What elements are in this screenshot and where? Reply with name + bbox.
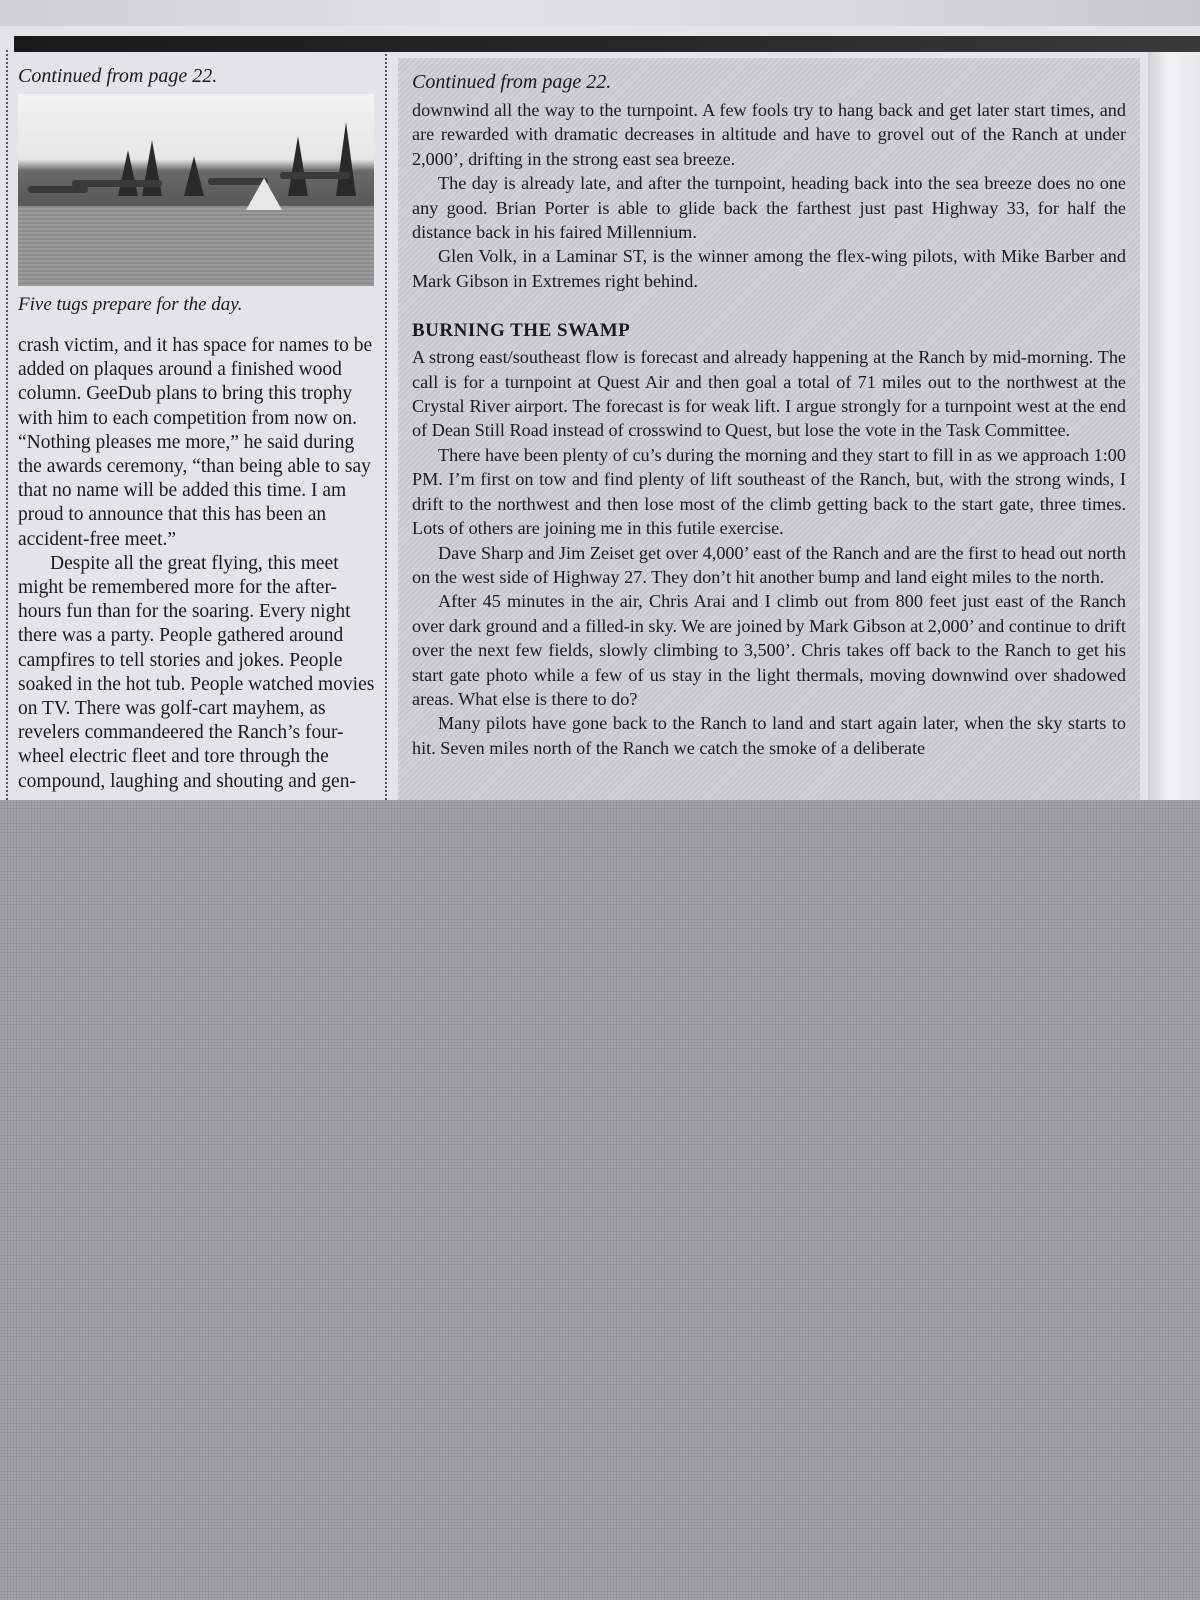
glider-sail	[246, 178, 282, 210]
right-paragraph: There have been plenty of cu’s during the morning and they start to fill in as we approach 1:00 PM. I’m first on tow and find plenty of lift southeast of the Ranch, but, with the strong winds, I drift to the northwest and then lose most of the climb getting back to the start gate, three times. Lots of others are joining me in this futile exercise.	[412, 444, 1126, 539]
photo-caption: Five tugs prepare for the day.	[18, 294, 243, 315]
dotted-rule-left	[6, 50, 8, 800]
dotted-rule-middle	[385, 50, 387, 800]
right-paragraph: The day is already late, and after the turnpoint, heading back into the sea breeze does no one any good. Brian Porter is able to glide back the farthest just past Highway 33, for half the distance back in his faired Millennium.	[412, 173, 1126, 243]
right-paragraph: downwind all the way to the turnpoint. A few fools try to hang back and get later start times, and are rewarded with dramatic decreases in altitude and have to grovel out of the Ranch at under 2,000’, drifting in the strong east sea breeze.	[412, 100, 1126, 169]
continued-note: Continued from page 22.	[18, 65, 218, 87]
page-gutter	[1148, 50, 1200, 800]
left-paragraph: Despite all the great flying, this meet might be remembered more for the after-hours fun than for the soaring. Every night there was a party. People gathered around campfires to tell stories and jokes. People soaked in the hot tub. People watched movies on TV. There was golf-cart mayhem, as revelers commandeered the Ranch’s four-wheel electric fleet and tore through the compound, laughing and shouting and gen-	[18, 552, 375, 792]
continued-note: Continued from page 22.	[412, 71, 612, 93]
left-column	[18, 62, 380, 794]
tug-wing	[72, 180, 162, 187]
section-heading: BURNING THE SWAMP	[412, 320, 631, 342]
grass-field	[18, 206, 374, 286]
tug-wing	[28, 186, 88, 193]
tugs-photo	[18, 94, 374, 286]
tree-shape	[118, 150, 138, 196]
tree-shape	[288, 136, 308, 196]
left-paragraph: crash victim, and it has space for names to be added on plaques around a finished wood column. GeeDub plans to bring this trophy with him to each competition from now on. “Nothing pleases me more,” he said during the awards ceremony, “than being able to say that no name will be added this time. I am proud to announce that this has been an accident-free meet.”	[18, 335, 373, 550]
tree-shape	[336, 122, 356, 196]
tree-shape	[184, 156, 204, 196]
right-paragraph: A strong east/southeast flow is forecast and already happening at the Ranch by mid-morning. The call is for a turnpoint at Quest Air and then goal a total of 71 miles out to the northwest at the Crystal River airport. The forecast is for weak lift. I argue strongly for a turnpoint west at the end of Dean Still Road instead of crosswind to Quest, but lose the vote in the Task Committee.	[412, 347, 1126, 441]
tug-wing	[280, 172, 350, 179]
right-paragraph: After 45 minutes in the air, Chris Arai and I climb out from 800 feet just east of the Ranch over dark ground and a filled-in sky. We are joined by Mark Gibson at 2,000’ and continue to drift over the next few fields, slowly climbing to 3,500’. Chris takes off back to the Ranch to get his start gate photo while a few of us stay in the light thermals, moving downwind over shadowed areas. What else is there to do?	[412, 591, 1126, 709]
right-column	[398, 58, 1140, 800]
header-rule	[14, 36, 1200, 52]
right-paragraph: Many pilots have gone back to the Ranch to land and start again later, when the sky starts to hit. Seven miles north of the Ranch we catch the smoke of a deliberate	[412, 713, 1126, 758]
tree-shape	[142, 140, 162, 196]
right-paragraph: Dave Sharp and Jim Zeiset get over 4,000’ east of the Ranch and are the first to head out north on the west side of Highway 27. They don’t hit another bump and land eight miles to the north.	[412, 542, 1126, 587]
right-paragraph: Glen Volk, in a Laminar ST, is the winner among the flex-wing pilots, with Mike Barber and Mark Gibson in Extremes right behind.	[412, 246, 1126, 291]
